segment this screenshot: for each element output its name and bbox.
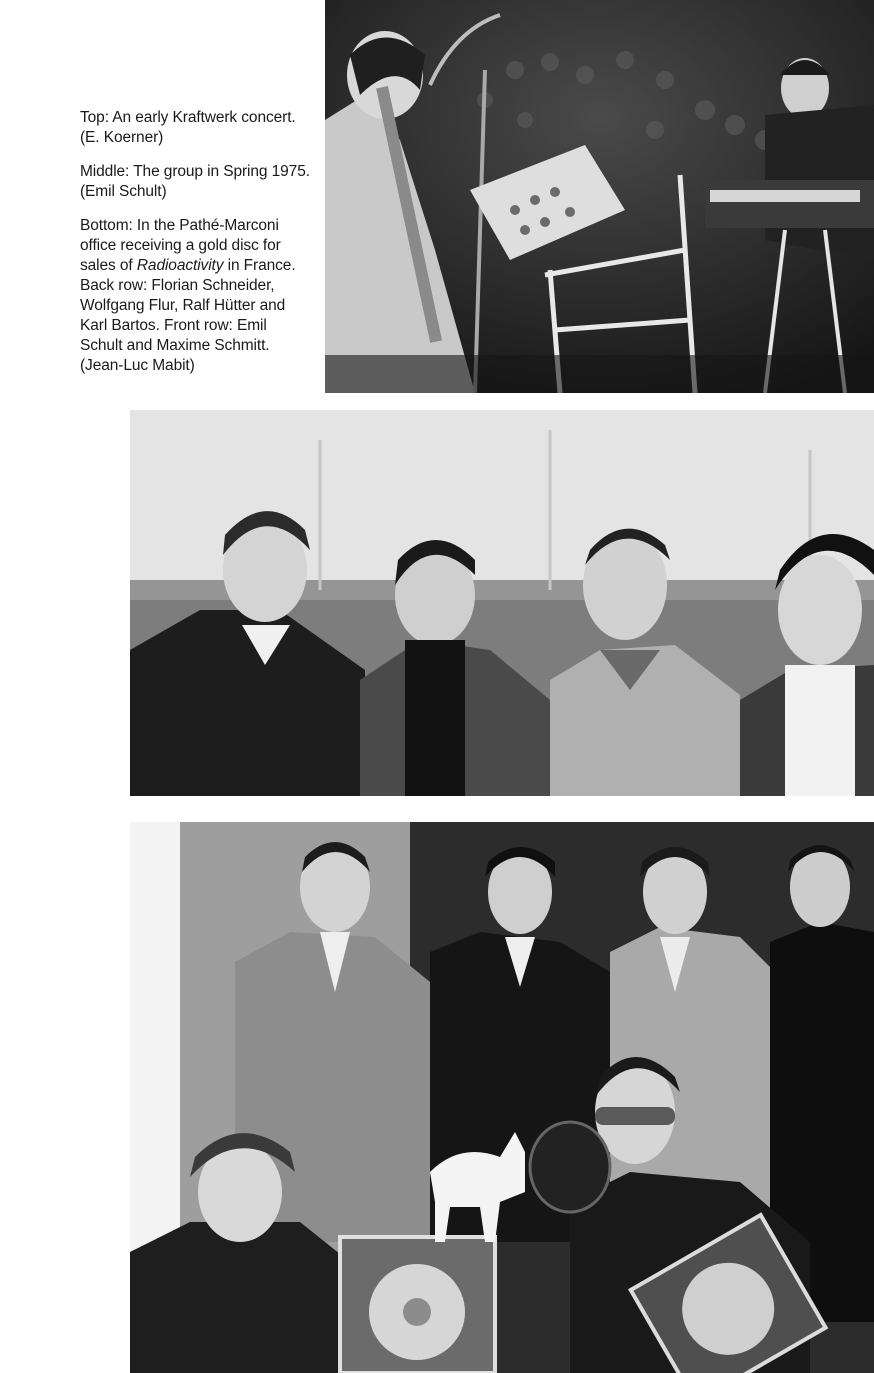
caption-bottom-text: Bottom: In the Pathé-Marconi office receiving a gold disc for sales of: [80, 217, 281, 274]
gold-disc-photo-image: [130, 822, 874, 1373]
concert-photo-image: [325, 0, 874, 393]
caption-bottom: [80, 216, 312, 376]
album-title: Radioactivity: [136, 257, 224, 274]
gold-disc-photo: [130, 822, 874, 1373]
group-outdoor-photo: [130, 410, 874, 796]
caption-middle: Middle: The group in Spring 1975. (Emil Schult): [80, 163, 310, 200]
caption-block: [80, 108, 312, 390]
caption-top: Top: An early Kraftwerk concert. (E. Koerner): [80, 109, 296, 146]
caption-bottom-text-cont: in France. Back row: Florian Schneider, Wolfgang Flur, Ralf Hütter and Karl Bartos. Front row: Emil Schult and Maxime Schmitt. (Jean-Luc Mabit): [80, 257, 296, 374]
group-outdoor-photo-image: [130, 410, 874, 796]
concert-photo: [325, 0, 874, 393]
